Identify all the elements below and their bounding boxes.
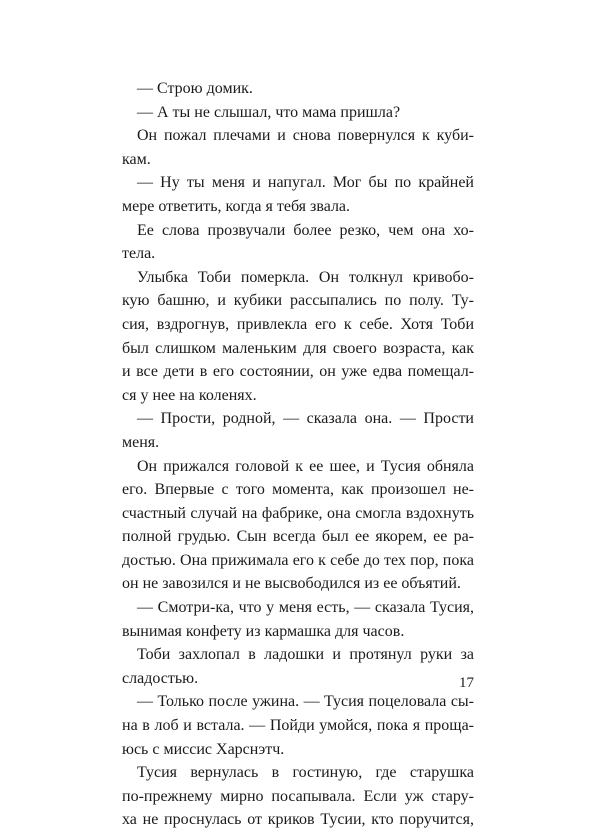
- text-line: на в лоб и встала. — Пойди умойся, пока я проща-: [122, 717, 474, 735]
- text-line: достью. Она прижимала его к себе до тех пор, пока: [122, 551, 474, 569]
- text-line: полной грудью. Сын всегда был ее якорем, ее ра-: [122, 528, 474, 546]
- text-line: Он прижался головой к ее шее, и Тусия обняла: [137, 457, 474, 475]
- text-line: кую башню, и кубики рассыпались по полу. Ту-: [122, 292, 474, 310]
- text-line: — Прости, родной, — сказала она. — Прости: [137, 410, 474, 428]
- text-line: Ее слова прозвучали более резко, чем она хо-: [137, 221, 474, 239]
- text-line: его. Впервые с того момента, как произошел не-: [122, 481, 474, 499]
- text-line: Тоби захлопал в ладошки и протянул руки за: [137, 646, 474, 664]
- text-line: меня.: [122, 433, 160, 451]
- text-line: — Ну ты меня и напугал. Мог бы по крайней: [137, 174, 474, 192]
- text-line: по-прежнему мирно посапывала. Если уж стару-: [122, 787, 474, 805]
- text-line: кам.: [122, 150, 151, 168]
- text-line: — Только после ужина. — Тусия поцеловала сы-: [137, 693, 474, 711]
- text-line: счастный случай на фабрике, она смогла вздохнуть: [122, 504, 474, 522]
- text-line: — А ты не слышал, что мама пришла?: [137, 103, 401, 121]
- text-line: тела.: [122, 245, 156, 263]
- text-line: мере ответить, когда я тебя звала.: [122, 197, 351, 215]
- text-line: он не завозился и не высвободился из ее объятий.: [122, 575, 461, 593]
- text-line: юсь с миссис Харснэтч.: [122, 740, 285, 758]
- text-line: сия, вздрогнув, привлекла его к себе. Хотя Тоби: [122, 315, 474, 333]
- text-line: Тусия вернулась в гостиную, где старушка: [137, 764, 474, 782]
- text-line: вынимая конфету из кармашка для часов.: [122, 622, 405, 640]
- body-text: [122, 77, 474, 832]
- page-number: 17: [459, 675, 474, 691]
- text-line: Он пожал плечами и снова повернулся к куби-: [137, 127, 474, 145]
- text-line: — Смотри-ка, что у меня есть, — сказала Тусия,: [137, 599, 474, 617]
- text-line: сладостью.: [122, 669, 199, 687]
- text-line: ся у нее на коленях.: [122, 386, 257, 404]
- text-line: — Строю домик.: [137, 80, 253, 97]
- text-line: ха не проснулась от криков Тусии, кто поручится,: [122, 811, 474, 829]
- text-line: Улыбка Тоби померкла. Он толкнул кривобо-: [137, 268, 474, 286]
- text-line: был слишком маленьким для своего возраста, как: [122, 339, 474, 357]
- text-line: и все дети в его состоянии, он уже едва помещал-: [122, 363, 474, 381]
